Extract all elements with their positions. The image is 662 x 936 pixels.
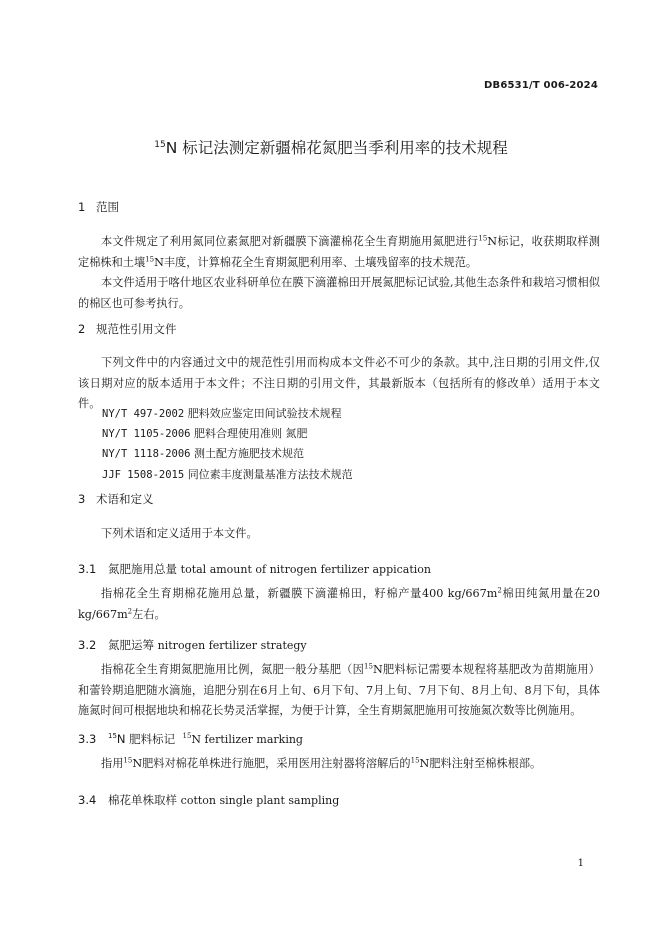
superscript: 2 [497,586,502,595]
page-number: 1 [577,858,584,869]
term-3-1-heading [78,561,431,577]
term-cn: 氮肥施用总量 [108,562,177,576]
term-3-1-definition [78,584,600,625]
section-number: 3 [78,492,86,506]
document-id: DB6531/T 006-2024 [484,80,598,91]
reference-name: 测土配方施肥技术规范 [194,447,305,460]
term-3-4-heading [78,792,339,808]
term-number: 3.3 [78,732,97,746]
reference-name: 肥料合理使用准则 氮肥 [194,427,308,440]
superscript: 15 [478,234,488,243]
text-run: N肥料注射至棉株根部。 [419,757,542,770]
section-1-heading [78,199,119,215]
text-run: N丰度，计算棉花全生育期氮肥利用率、土壤残留率的技术规范。 [154,255,478,269]
reference-name: 肥料效应鉴定田间试验技术规程 [187,407,342,420]
section-title: 范围 [96,200,119,214]
reference-item [102,465,353,486]
reference-code: NY/T 1118-2006 [102,448,191,460]
reference-code: JJF 1508-2015 [102,469,185,481]
reference-name: 同位素丰度测量基准方法技术规范 [187,468,353,481]
reference-item [102,424,308,445]
text-run: N肥料标记需要本规程将基肥改为苗期施用）和蕾铃期追肥随水滴施，追肥分别在6月上旬、6月下旬、7月上旬、7月下旬、8月上旬、8月下旬，具体施氮时间可根据地块和棉花长势灵活掌握，为便于计算，全生育期氮肥施用可按施氮次数等比例施用。 [78,663,600,717]
reference-item [102,444,304,465]
term-number: 3.4 [78,793,97,807]
section-3-heading [78,491,154,507]
term-3-3-heading [78,731,303,747]
superscript: 15 [145,254,155,263]
section-number: 1 [78,200,86,214]
title-text: N 标记法测定新疆棉花氮肥当季利用率的技术规程 [165,139,508,157]
term-en: N fertilizer marking [191,733,303,746]
superscript: 2 [127,606,133,615]
section-1-paragraph-1 [78,232,600,273]
section-number: 2 [78,322,86,336]
section-2-paragraph-1: 下列文件中的内容通过文中的规范性引用而构成本文件必不可少的条款。其中,注日期的引用文件,仅该日期对应的版本适用于本文件；不注日期的引用文件，其最新版本（包括所有的修改单）适用于本文件。 [78,356,600,410]
text-run: 棉田纯氮用量在20 kg/667m [78,587,600,621]
term-3-2-heading [78,637,307,653]
superscript: 15 [108,732,117,741]
section-3-intro: 下列术语和定义适用于本文件。 [101,527,258,540]
text-run: 本文件规定了利用氮同位素氮肥对新疆膜下滴灌棉花全生育期施用氮肥进行 [101,235,479,248]
term-en: nitrogen fertilizer strategy [157,639,307,652]
term-en: total amount of nitrogen fertilizer appication [180,563,432,576]
term-cn: 棉花单株取样 [108,793,177,807]
text-run: N肥料对棉花单株进行施肥，采用医用注射器将溶解后的 [132,757,411,770]
superscript: 15 [364,662,373,671]
term-en: cotton single plant sampling [180,794,340,807]
term-cn: N 肥料标记 [116,732,176,746]
text-run: 指棉花全生育期棉花施用总量，新疆膜下滴灌棉田，籽棉产量400 kg/667m [101,587,498,600]
text-run: 指棉花全生育期氮肥施用比例，氮肥一般分基肥（因 [101,663,365,676]
term-3-2-definition [78,660,600,722]
term-3-3-definition [78,754,600,775]
superscript: 15 [410,756,420,765]
title-superscript: 15 [154,139,166,150]
page-title [0,136,662,158]
text-run: 左右。 [132,607,166,621]
section-2-heading [78,321,177,337]
section-title: 术语和定义 [96,492,154,506]
reference-code: NY/T 497-2002 [102,408,185,420]
reference-item [102,404,342,425]
section-1-paragraph-2: 本文件适用于喀什地区农业科研单位在膜下滴灌棉田开展氮肥标记试验,其他生态条件和栽培习惯相似的棉区也可参考执行。 [78,276,600,310]
term-number: 3.2 [78,638,97,652]
term-number: 3.1 [78,562,97,576]
text-run: 指用 [101,757,124,770]
reference-code: NY/T 1105-2006 [102,428,191,440]
superscript: 15 [182,732,192,741]
text-run: N标记，收获期取样测定棉株和土壤 [78,235,600,269]
section-title: 规范性引用文件 [96,322,177,336]
superscript: 15 [123,756,133,765]
term-cn: 氮肥运筹 [108,638,154,652]
